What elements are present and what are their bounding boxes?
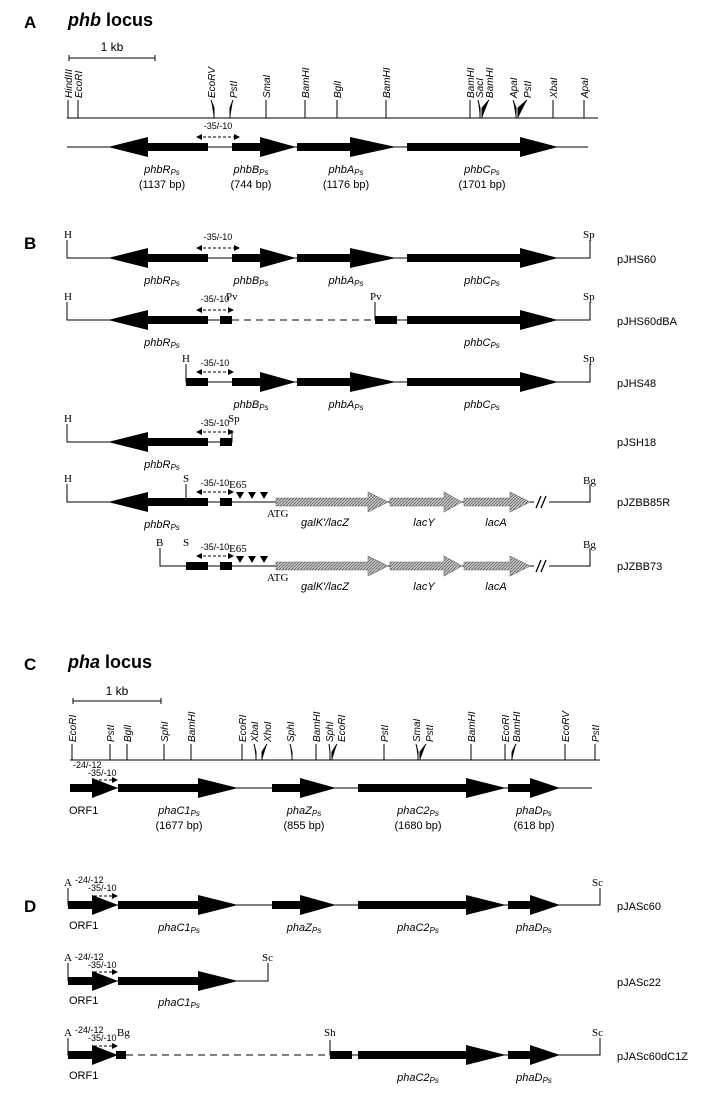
- svg-text:ATG: ATG: [267, 508, 289, 520]
- panel-a: [24, 10, 598, 191]
- svg-text:Sp: Sp: [583, 291, 595, 303]
- svg-text:(1176 bp): (1176 bp): [322, 179, 370, 191]
- svg-text:galK'/lacZ: galK'/lacZ: [301, 581, 349, 593]
- svg-text:ApaI: ApaI: [580, 77, 591, 98]
- svg-text:-35/-10: -35/-10: [200, 478, 230, 488]
- plasmid-label: pJASc60dC1Z: [617, 1051, 688, 1063]
- svg-text:PstI: PstI: [229, 80, 240, 98]
- svg-text:-35/-10: -35/-10: [203, 232, 233, 242]
- svg-text:Pv: Pv: [370, 291, 382, 303]
- svg-text:-35/-10: -35/-10: [88, 960, 117, 970]
- svg-text:SphI: SphI: [160, 721, 171, 742]
- svg-text:Sh: Sh: [324, 1027, 336, 1039]
- phb-site-labels: [64, 66, 591, 99]
- svg-text:PstI: PstI: [106, 724, 117, 742]
- svg-text:phaZPs: phaZPs: [286, 922, 322, 935]
- svg-text:phaC2Ps: phaC2Ps: [397, 805, 439, 818]
- panel-label-c: C: [24, 655, 37, 674]
- svg-text:ORF1: ORF1: [69, 1070, 99, 1082]
- phbC-arrow: [407, 137, 558, 157]
- svg-text:Pv: Pv: [226, 291, 238, 303]
- svg-text:phaC2Ps: phaC2Ps: [397, 922, 439, 935]
- svg-text:-35/-10: -35/-10: [203, 121, 233, 131]
- svg-text:-35/-10: -35/-10: [200, 294, 230, 304]
- svg-text:PstI: PstI: [591, 724, 602, 742]
- plasmid-label: pJSH18: [617, 437, 657, 449]
- phb-gene-arrows: [108, 137, 558, 157]
- svg-text:(1680 bp): (1680 bp): [394, 820, 442, 832]
- promoter-a: [196, 121, 240, 140]
- svg-text:lacY: lacY: [413, 517, 435, 529]
- construct-pJZBB85R: [64, 473, 670, 532]
- promoter-c: [73, 760, 118, 783]
- panel-label-b: B: [24, 234, 37, 253]
- svg-text:phbAPs: phbAPs: [328, 164, 364, 177]
- svg-text:phbRPs: phbRPs: [144, 459, 180, 472]
- svg-text:-35/-10: -35/-10: [200, 542, 230, 552]
- panel-label-a: A: [24, 13, 37, 32]
- phaC1-arrow: [118, 778, 238, 798]
- svg-text:Sp: Sp: [583, 353, 595, 365]
- svg-text:EcoRI: EcoRI: [238, 714, 249, 742]
- svg-text:A: A: [64, 877, 72, 889]
- svg-text:lacY: lacY: [413, 581, 435, 593]
- svg-text:EcoRI: EcoRI: [74, 70, 85, 98]
- svg-text:H: H: [64, 413, 72, 425]
- svg-text:BamHI: BamHI: [512, 711, 523, 742]
- svg-text:Sc: Sc: [592, 1027, 603, 1039]
- svg-text:BamHI: BamHI: [187, 711, 198, 742]
- svg-text:S: S: [183, 473, 190, 485]
- svg-text:Sp: Sp: [583, 229, 595, 241]
- svg-text:BamHI: BamHI: [382, 67, 393, 98]
- svg-text:(618 bp): (618 bp): [513, 820, 555, 832]
- svg-text:galK'/lacZ: galK'/lacZ: [301, 517, 349, 529]
- svg-text:H: H: [182, 353, 190, 365]
- svg-text:phbCPs: phbCPs: [464, 337, 500, 350]
- plasmid-label: pJHS48: [617, 378, 657, 390]
- pha-gene-arrows: [70, 778, 560, 798]
- svg-text:XhoI: XhoI: [263, 721, 274, 742]
- svg-text:SmaI: SmaI: [262, 74, 273, 98]
- svg-text:Sp: Sp: [228, 413, 240, 425]
- phaD-arrow: [508, 778, 560, 798]
- scale-label-a: 1 kb: [100, 40, 124, 54]
- panel-label-d: D: [24, 897, 37, 916]
- panel-d: [24, 875, 688, 1085]
- svg-text:ApaI: ApaI: [509, 77, 520, 98]
- phbR-arrow: [108, 137, 208, 157]
- svg-text:phbCPs: phbCPs: [464, 399, 500, 412]
- svg-text:-35/-10: -35/-10: [88, 768, 117, 778]
- svg-text:BglI: BglI: [123, 724, 134, 742]
- svg-text:phaC1Ps: phaC1Ps: [158, 997, 200, 1010]
- pha-gene-labels: [69, 805, 554, 832]
- svg-text:BamHI: BamHI: [485, 67, 496, 98]
- svg-text:HindIII: HindIII: [64, 69, 75, 98]
- svg-text:BamHI: BamHI: [467, 711, 478, 742]
- svg-text:-35/-10: -35/-10: [200, 418, 230, 428]
- svg-text:-24/-12: -24/-12: [73, 760, 102, 770]
- svg-text:phbBPs: phbBPs: [233, 275, 269, 288]
- svg-text:EcoRI: EcoRI: [501, 714, 512, 742]
- construct-pJHS60: [64, 229, 656, 288]
- orf1-arrow: [70, 778, 118, 798]
- panel-b: [24, 229, 678, 593]
- svg-text:ORF1: ORF1: [69, 995, 99, 1007]
- svg-text:SphI: SphI: [325, 721, 336, 742]
- svg-text:A: A: [64, 952, 72, 964]
- svg-text:H: H: [64, 291, 72, 303]
- svg-text:B: B: [156, 537, 164, 549]
- phb-gene-labels: [139, 164, 506, 191]
- construct-pJASc60dC1Z: [64, 1025, 688, 1085]
- svg-text:(855 bp): (855 bp): [283, 820, 325, 832]
- svg-text:(1137 bp): (1137 bp): [138, 179, 186, 191]
- svg-text:phaZPs: phaZPs: [286, 805, 322, 818]
- svg-text:-35/-10: -35/-10: [200, 358, 230, 368]
- svg-text:EcoRV: EcoRV: [561, 711, 572, 742]
- svg-text:H: H: [64, 229, 72, 241]
- svg-text:phbCPs: phbCPs: [464, 164, 500, 177]
- svg-text:BamHI: BamHI: [466, 67, 477, 98]
- svg-text:E65: E65: [229, 543, 247, 555]
- svg-text:BglI: BglI: [333, 80, 344, 98]
- svg-text:BamHI: BamHI: [301, 67, 312, 98]
- phaC2-arrow: [358, 778, 506, 798]
- svg-text:-24/-12: -24/-12: [75, 1025, 104, 1035]
- svg-text:E65: E65: [229, 479, 247, 491]
- construct-pJASc22: [64, 952, 661, 1010]
- svg-text:(744 bp): (744 bp): [230, 179, 272, 191]
- phb-restriction-sites: [68, 100, 584, 118]
- construct-pJHS48: [182, 353, 656, 412]
- svg-text:Bg: Bg: [583, 475, 596, 487]
- svg-text:EcoRV: EcoRV: [207, 67, 218, 98]
- plasmid-label: pJHS60dBA: [617, 316, 677, 328]
- svg-text:PstI: PstI: [425, 724, 436, 742]
- svg-text:(1677 bp): (1677 bp): [155, 820, 203, 832]
- phaZ-arrow: [272, 778, 336, 798]
- svg-text:EcoRI: EcoRI: [337, 714, 348, 742]
- svg-text:phbAPs: phbAPs: [328, 275, 364, 288]
- svg-text:(1701 bp): (1701 bp): [458, 179, 506, 191]
- svg-text:phbBPs: phbBPs: [233, 164, 269, 177]
- svg-text:H: H: [64, 473, 72, 485]
- construct-pJHS60dBA: [64, 291, 678, 350]
- svg-text:ORF1: ORF1: [69, 920, 99, 932]
- panel-c: [24, 652, 602, 832]
- svg-text:phbRPs: phbRPs: [144, 164, 180, 177]
- svg-text:phaC2Ps: phaC2Ps: [397, 1072, 439, 1085]
- svg-text:BamHI: BamHI: [312, 711, 323, 742]
- phbB-arrow: [232, 137, 296, 157]
- svg-text:phbCPs: phbCPs: [464, 275, 500, 288]
- svg-text:SphI: SphI: [286, 721, 297, 742]
- svg-text:phaDPs: phaDPs: [516, 1072, 552, 1085]
- plasmid-label: pJZBB85R: [617, 497, 671, 509]
- svg-text:PstI: PstI: [523, 80, 534, 98]
- svg-text:Bg: Bg: [117, 1027, 130, 1039]
- svg-text:phaDPs: phaDPs: [516, 805, 552, 818]
- svg-text:ATG: ATG: [267, 572, 289, 584]
- pha-locus-title: pha locus: [68, 652, 153, 672]
- svg-text:XbaI: XbaI: [549, 77, 560, 98]
- pha-restriction-sites: [72, 744, 595, 760]
- svg-text:phbBPs: phbBPs: [233, 399, 269, 412]
- svg-text:S: S: [183, 537, 190, 549]
- phbA-arrow: [297, 137, 396, 157]
- construct-pJASc60: [64, 875, 661, 935]
- plasmid-label: pJHS60: [617, 254, 657, 266]
- svg-text:SmaI: SmaI: [412, 718, 423, 742]
- svg-text:-24/-12: -24/-12: [75, 952, 104, 962]
- svg-text:phbRPs: phbRPs: [144, 337, 180, 350]
- svg-text:-35/-10: -35/-10: [88, 883, 117, 893]
- plasmid-label: pJZBB73: [617, 561, 663, 573]
- svg-text:phaC1Ps: phaC1Ps: [158, 922, 200, 935]
- pha-site-labels: [68, 710, 602, 743]
- construct-pJZBB73: [156, 537, 662, 593]
- svg-text:lacA: lacA: [485, 581, 507, 593]
- construct-pJSH18: [64, 413, 656, 472]
- svg-text:phbRPs: phbRPs: [144, 519, 180, 532]
- phb-locus-title: phb locus: [68, 10, 154, 30]
- svg-text:XbaI: XbaI: [250, 721, 261, 742]
- svg-text:A: A: [64, 1027, 72, 1039]
- svg-text:Sc: Sc: [592, 877, 603, 889]
- svg-text:phaDPs: phaDPs: [516, 922, 552, 935]
- svg-text:-35/-10: -35/-10: [88, 1033, 117, 1043]
- scale-label-c: 1 kb: [105, 684, 129, 698]
- scale-bar-c: [73, 684, 161, 704]
- plasmid-label: pJASc60: [617, 901, 662, 913]
- svg-text:ORF1: ORF1: [69, 805, 99, 817]
- svg-text:SacI: SacI: [475, 77, 486, 98]
- svg-text:PstI: PstI: [380, 724, 391, 742]
- plasmid-label: pJASc22: [617, 977, 662, 989]
- svg-text:-24/-12: -24/-12: [75, 875, 104, 885]
- svg-text:lacA: lacA: [485, 517, 507, 529]
- svg-text:Bg: Bg: [583, 539, 596, 551]
- svg-text:phaC1Ps: phaC1Ps: [158, 805, 200, 818]
- scale-bar-a: [69, 40, 155, 61]
- svg-text:phbRPs: phbRPs: [144, 275, 180, 288]
- svg-text:Sc: Sc: [262, 952, 273, 964]
- svg-text:phbAPs: phbAPs: [328, 399, 364, 412]
- svg-text:EcoRI: EcoRI: [68, 714, 79, 742]
